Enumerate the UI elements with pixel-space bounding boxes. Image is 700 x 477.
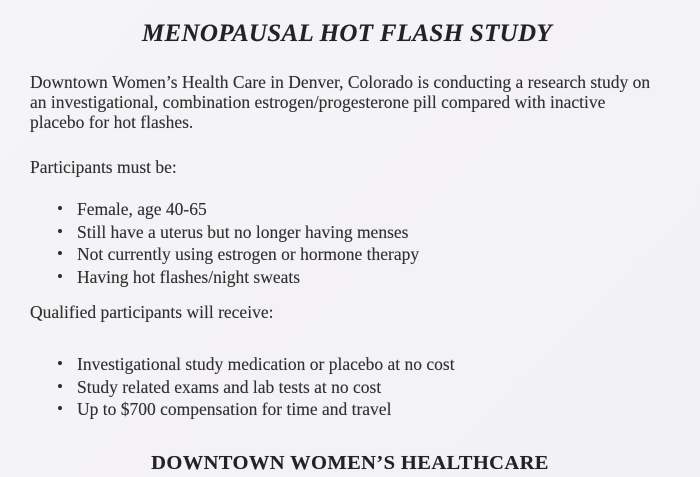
page-title: MENOPAUSAL HOT FLASH STUDY <box>142 20 552 47</box>
benefits-heading: Qualified participants will receive: <box>30 302 274 322</box>
list-item: • Still have a uterus but no longer having menses <box>55 221 664 244</box>
intro-line: Downtown Women’s Health Care in Denver, Colorado is conducting a research study on <box>30 72 651 92</box>
list-item: • Female, age 40-65 <box>55 198 664 221</box>
organization-name: DOWNTOWN WOMEN’S HEALTHCARE <box>151 452 549 474</box>
list-item: • Having hot flashes/night sweats <box>55 266 664 289</box>
list-item: • Study related exams and lab tests at no cost <box>55 376 664 399</box>
eligibility-heading: Participants must be: <box>30 157 177 177</box>
list-item: • Not currently using estrogen or hormone therapy <box>55 243 664 266</box>
list-item: • Up to $700 compensation for time and travel <box>55 398 664 421</box>
benefits-list <box>55 353 664 421</box>
intro-paragraph <box>30 72 664 132</box>
eligibility-list <box>55 198 664 288</box>
intro-line: an investigational, combination estrogen/progesterone pill compared with inactive <box>30 92 606 112</box>
list-item: • Investigational study medication or placebo at no cost <box>55 353 664 376</box>
intro-line: placebo for hot flashes. <box>30 112 194 132</box>
